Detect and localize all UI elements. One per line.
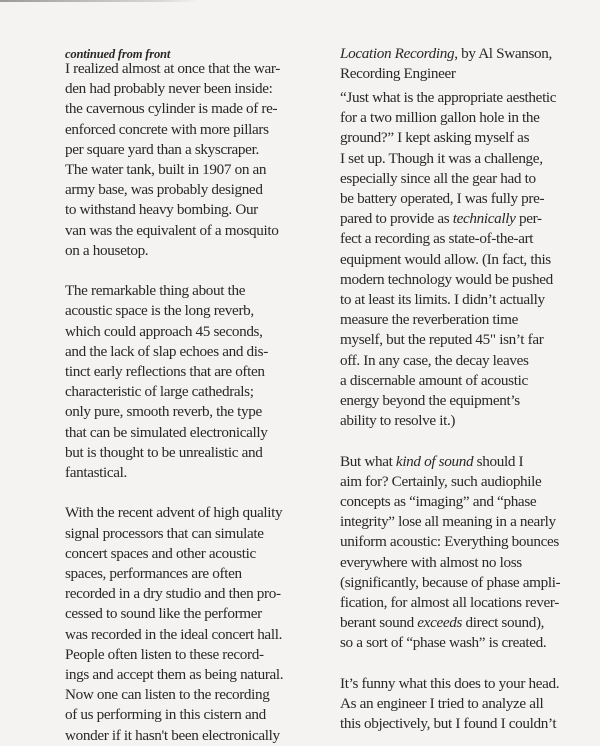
text-line: to withstand heavy bombing. Our (65, 201, 258, 219)
emphasis-exceeds: exceeds (417, 614, 463, 632)
text-line: be battery operated, I was fully pre- (340, 190, 545, 207)
text-line: concert spaces and other acoustic (65, 544, 256, 562)
article-title: Location Recording (340, 45, 455, 62)
text-line: van was the equivalent of a mosquito (65, 221, 279, 239)
text-line: “Just what is the appropriate aesthetic (340, 89, 557, 106)
text-line: uniform acoustic: Everything bounces (340, 533, 559, 551)
text-line: to at least its limits. I didn’t actually (340, 291, 545, 308)
author-role: Recording Engineer (340, 65, 456, 82)
text-line: (significantly, because of phase ampli- (340, 573, 561, 591)
text-line: per square yard than a skyscraper. (65, 140, 259, 158)
text-line: and the lack of slap echoes and dis- (65, 342, 268, 360)
text-line: integrity” lose all meaning in a nearly (340, 513, 556, 531)
text-span: But what (340, 452, 396, 470)
text-span: pared to provide as (340, 210, 453, 228)
text-line: myself, but the reputed 45" isn’t far (340, 331, 544, 349)
emphasis-kind-of-sound: kind of sound (395, 452, 474, 470)
emphasis-technically: technically (452, 210, 516, 228)
scan-edge (0, 0, 200, 2)
text-line: The water tank, built in 1907 on an (65, 161, 267, 178)
text-line: recorded in a dry studio and then pro- (65, 585, 281, 603)
text-line: den had probably never been inside: (65, 80, 273, 98)
text-line: fect a recording as state-of-the-art (340, 230, 534, 248)
text-line: People often listen to these record- (65, 645, 264, 663)
text-line: I realized almost at once that the war- (65, 60, 281, 77)
text-span: berant sound (340, 614, 418, 632)
text-line: which could approach 45 seconds, (65, 322, 263, 340)
article-heading (340, 44, 552, 64)
text-line: ability to resolve it.) (340, 412, 456, 430)
text-line: concepts as “imaging” and “phase (340, 493, 537, 510)
text-line: ings and accept them as being natural. (65, 666, 284, 683)
text-line: fication, for almost all locations rever- (340, 594, 559, 611)
article-byline: , by Al Swanson, (454, 45, 552, 62)
text-line: was recorded in the ideal concert hall. (65, 625, 283, 643)
text-span: per- (515, 210, 542, 228)
text-line: army base, was probably designed (65, 181, 263, 199)
text-line: a discernable amount of acoustic (340, 371, 528, 389)
text-line: energy beyond the equipment’s (340, 392, 520, 409)
text-line: As an engineer I tried to analyze all (340, 695, 544, 712)
text-line: that can be simulated electronically (65, 423, 268, 441)
text-line (340, 209, 542, 229)
text-line: only pure, smooth reverb, the type (65, 403, 262, 421)
text-line (340, 452, 523, 472)
text-line: tinct early reflections that are often (65, 363, 265, 380)
text-line: off. In any case, the decay leaves (340, 351, 529, 369)
text-line: cessed to sound like the performer (65, 605, 262, 623)
text-line: ground?” I kept asking myself as (340, 129, 530, 147)
text-line: especially since all the gear had to (340, 169, 536, 187)
text-line: aim for? Certainly, such audiophile (340, 472, 542, 490)
continued-from-front-label: continued from front (65, 47, 171, 61)
text-line: wonder if it hasn't been electronically (65, 726, 280, 744)
text-line: this objectively, but I found I couldn’t (340, 715, 557, 733)
text-line: Now one can listen to the recording (65, 686, 270, 704)
text-line: characteristic of large cathedrals; (65, 383, 254, 401)
text-line (340, 613, 544, 633)
text-line: everywhere with almost no loss (340, 553, 522, 571)
text-line: signal processors that can simulate (65, 524, 264, 542)
text-line: on a housetop. (65, 241, 149, 259)
text-span: direct sound), (462, 614, 545, 632)
text-span: should I (473, 452, 524, 470)
text-line: of us performing in this cistern and (65, 706, 266, 724)
text-line: The remarkable thing about the (65, 282, 246, 300)
text-line: but is thought to be unrealistic and (65, 443, 263, 461)
text-line: I set up. Though it was a challenge, (340, 149, 543, 167)
text-line: for a two million gallon hole in the (340, 109, 540, 127)
text-line: It’s funny what this does to your head. (340, 674, 560, 692)
text-line: measure the reverberation time (340, 311, 518, 329)
text-line: With the recent advent of high quality (65, 504, 283, 522)
text-line: spaces, performances are often (65, 565, 242, 582)
text-line: enforced concrete with more pillars (65, 120, 269, 138)
text-line: acoustic space is the long reverb, (65, 302, 254, 320)
text-line: fantastical. (65, 464, 128, 481)
text-line: equipment would allow. (In fact, this (340, 250, 551, 268)
text-line: the cavernous cylinder is made of re- (65, 100, 278, 118)
text-line: modern technology would be pushed (340, 270, 553, 288)
text-line: so a sort of “phase wash” is created. (340, 634, 547, 652)
